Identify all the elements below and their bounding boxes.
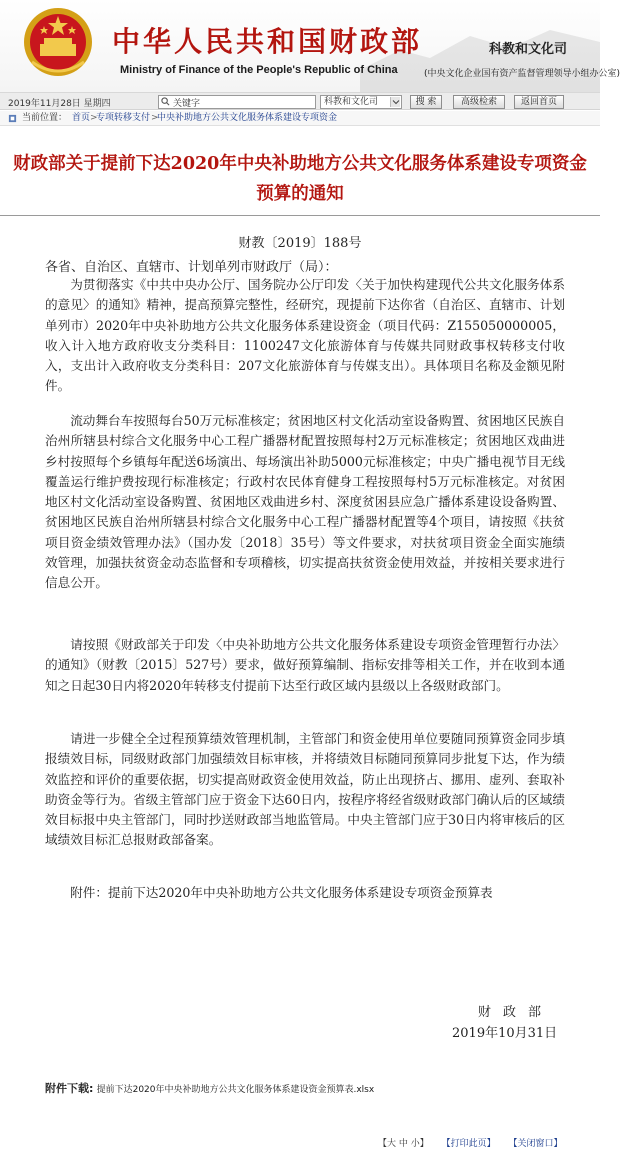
national-emblem-icon <box>22 6 94 80</box>
breadcrumb-item-home[interactable]: 首页 <box>72 113 91 123</box>
breadcrumb <box>0 111 600 126</box>
document-number: 财教〔2019〕188号 <box>238 236 362 251</box>
body-paragraph: 流动舞台车按照每台50万元标准核定；贫困地区村文化活动室设备购置、贫困地区民族自治州所辖县村综合文化服务中心工程广播器材配置按照每村2万元标准核定；贫困地区戏曲进乡村按照每个乡镇每年配送6场演出、每场演出补助5000元标准核定；中央广播电视节目无线覆盖运行维护费按现行标准核定；行政村农民体育健身工程按照每村5万元标准核定。对贫困地区村文化活动室设备购置、贫困地区戏曲进乡村、深度贫困县应急广播体系建设设备购置、贫困地区民族自治州所辖县村综合文化服务中心工程广播器材配置等4个项目，请按照《扶贫项目资金绩效管理办法》（国办发〔2018〕35号）等文件要求，对扶贫项目资金全面实施绩效管理，加强扶贫资金动态监督和专项稽核，切实提高扶贫资金使用效益，并按相关要求进行信息公开。 <box>45 413 565 591</box>
document-title: 财政部关于提前下达2020年中央补助地方公共文化服务体系建设专项资金 <box>13 154 587 174</box>
search-icon <box>161 97 170 106</box>
attachment-download <box>45 1080 374 1096</box>
advanced-search-button[interactable]: 高级检索 <box>453 95 505 109</box>
attachment-link[interactable]: 提前下达2020年中央补助地方公共文化服务体系建设资金预算表.xlsx <box>96 1085 375 1095</box>
body-paragraph: 为贯彻落实《中共中央办公厅、国务院办公厅印发〈关于加快构建现代公共文化服务体系的意见〉的通知》精神，提高预算完整性，经研究，现提前下达你省（自治区、直辖市、计划单列市）2020年中央补助地方公共文化服务体系建设资金（项目代码：Z155050000005，收入计入地方政府收支分类科目：1100247文化旅游体育与传媒共同财政事权转移支付收入，支出计入政府收支分类科目：207文化旅游体育与传媒支出）。具体项目名称及金额见附件。 <box>45 277 565 394</box>
breadcrumb-item-transfer-payment[interactable]: 专项转移支付 <box>96 113 151 123</box>
search-scope-select[interactable] <box>320 95 402 109</box>
breadcrumb-separator: > <box>90 113 98 123</box>
document-addressee: 各省、自治区、直辖市、计划单列市财政厅（局）： <box>45 260 338 275</box>
attachment-note: 附件：提前下达2020年中央补助地方公共文化服务体系建设专项资金预算表 <box>70 885 493 900</box>
font-size-control[interactable]: 【大 中 小】 <box>378 1139 429 1149</box>
body-paragraph: 请按照《财政部关于印发〈中央补助地方公共文化服务体系建设专项资金管理暂行办法〉的通知》（财教〔2015〕527号）要求，做好预算编制、指标安排等相关工作，并在收到本通知之日起30日内将2020年转移支付提前下达至行政区域内县级以上各级财政部门。 <box>45 637 565 693</box>
search-input[interactable] <box>158 95 316 109</box>
site-title: 中华人民共和国财政部 <box>112 25 423 58</box>
breadcrumb-separator: > <box>151 113 159 123</box>
body-paragraph: 请进一步健全全过程预算绩效管理机制，主管部门和资金使用单位要随同预算资金同步填报绩效目标，同级财政部门加强绩效目标审核，并将绩效目标随同预算同步批复下达，作为绩效监控和评价的重要依据，切实提高财政资金使用效益，防止出现挤占、挪用、虚列、套取补助资金等行为。省级主管部门应于资金下达60日内，按程序将经省级财政部门确认后的区域绩效目标报中央主管部门，同时抄送财政部当地监管局。中央主管部门应于30日内将审核后的区域绩效目标汇总报财政部备案。 <box>45 731 565 848</box>
footer-links <box>378 1136 573 1149</box>
department-office: (中央文化企业国有资产监督管理领导小组办公室) <box>424 69 620 79</box>
document-signer: 财政部 <box>478 1005 554 1020</box>
title-divider <box>0 215 600 216</box>
top-toolbar <box>0 92 600 110</box>
department-name: 科教和文化司 <box>488 42 567 57</box>
back-home-button[interactable]: 返回首页 <box>514 95 564 109</box>
search-scope-value: 科教和文化司 <box>324 97 379 107</box>
breadcrumb-item-special-fund[interactable]: 中央补助地方公共文化服务体系建设专项资金 <box>157 113 338 123</box>
document-date: 2019年10月31日 <box>452 1026 558 1041</box>
site-title-english: Ministry of Finance of the People's Republic of China <box>120 64 398 76</box>
current-date: 2019年11月28日 星期四 <box>8 99 111 109</box>
document-title-line2: 预算的通知 <box>256 184 344 204</box>
site-header <box>0 0 620 92</box>
location-icon <box>8 114 17 123</box>
breadcrumb-label: 当前位置： <box>22 113 68 123</box>
chevron-down-icon <box>390 97 400 107</box>
search-button[interactable]: 搜 索 <box>410 95 442 109</box>
print-page-link[interactable]: 【打印此页】 <box>441 1139 496 1149</box>
close-window-link[interactable]: 【关闭窗口】 <box>508 1139 563 1149</box>
attachment-label: 附件下载: <box>45 1082 94 1095</box>
